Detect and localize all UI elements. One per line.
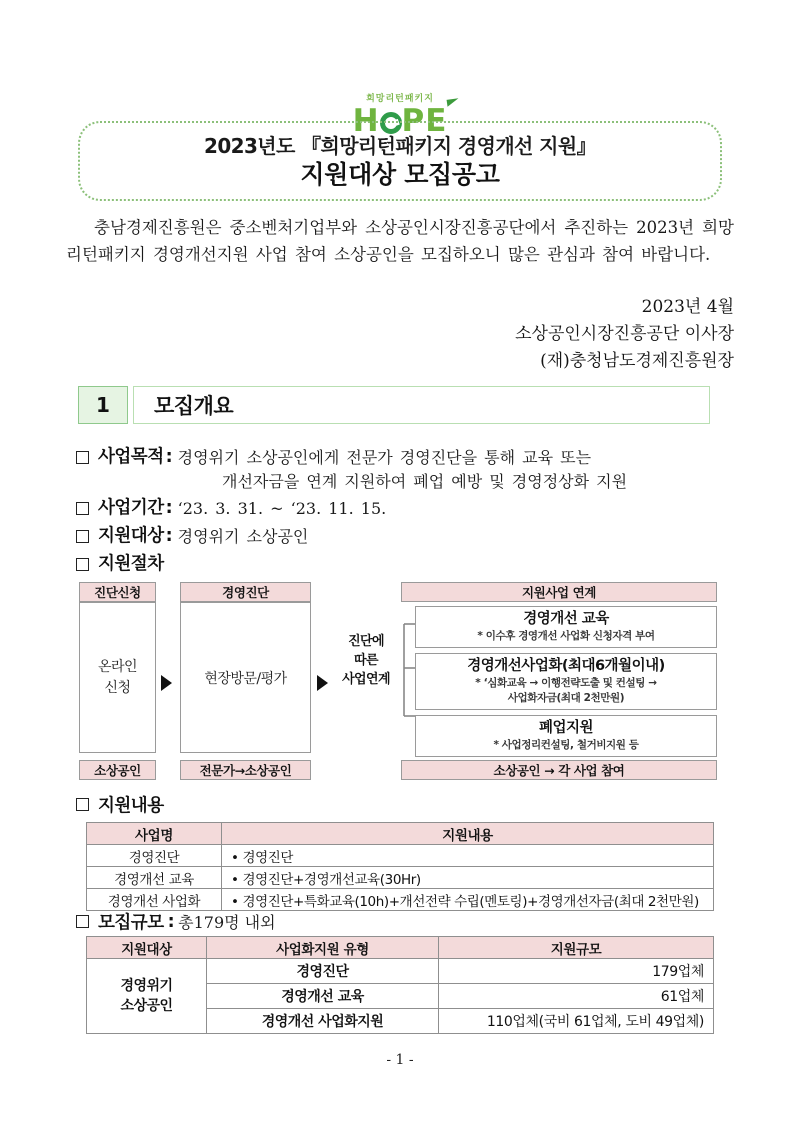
square-bullet-icon	[76, 915, 89, 928]
branch-box-education	[415, 606, 717, 648]
bullet-label: 사업목적	[98, 447, 164, 467]
flow-center-label	[335, 629, 397, 691]
recruitment-scale-heading	[76, 909, 276, 934]
scale-colon: :	[167, 911, 175, 932]
section-header	[78, 386, 710, 424]
flow-body-line-1: 온라인	[97, 658, 138, 675]
flow-body-line-2: 신청	[104, 679, 131, 696]
flow-foot-3: 소상공인 → 각 사업 참여	[401, 760, 717, 780]
branch-title: 경영개선 교육	[523, 611, 609, 627]
square-bullet-icon	[76, 558, 89, 571]
table-row	[87, 889, 714, 911]
support-content-table	[86, 822, 714, 911]
bullet-value-line2: 개선자금을 연계 지원하여 폐업 예방 및 경영정상화 지원	[222, 472, 628, 491]
center-label-line-2: 따른	[354, 652, 378, 668]
support-heading-text: 지원내용	[98, 796, 164, 816]
cell-type: 경영개선 교육	[207, 984, 439, 1009]
bullet-label: 지원절차	[98, 554, 164, 574]
branch-note: * 사업정리컨설팅, 철거비지원 등	[493, 739, 639, 751]
bullet-label: 지원대상	[98, 526, 164, 546]
flow-step-application	[79, 582, 156, 753]
intro-paragraph: 충남경제진흥원은 중소벤처기업부와 소상공인시장진흥공단에서 추진하는 2023년 희망리턴패키지 경영개선지원 사업 참여 소상공인을 모집하오니 많은 관심과 참여 바랍니다.	[66, 218, 734, 264]
branch-box-closure-support	[415, 715, 717, 757]
flow-footer-row	[79, 760, 717, 780]
cell-name: 경영진단	[87, 845, 222, 867]
target-line-1: 경영위기	[120, 978, 173, 994]
bullet-item-purpose	[76, 444, 736, 471]
logo-letter-h: H	[352, 103, 380, 139]
branch-connector-lines	[401, 606, 416, 734]
table-row	[87, 867, 714, 889]
flow-foot-1: 소상공인	[79, 760, 156, 780]
signature-org-1: 소상공인시장진흥공단 이사장	[515, 324, 734, 344]
target-line-2: 소상공인	[120, 998, 173, 1014]
col-header-target: 지원대상	[87, 937, 207, 959]
signature-org-2: (재)충청남도경제진흥원장	[540, 351, 734, 371]
support-content-heading	[76, 792, 164, 817]
cell-name: 경영개선 사업화	[87, 889, 222, 911]
cell-target	[87, 959, 207, 1034]
table-header-row	[87, 823, 714, 845]
center-label-line-1: 진단에	[348, 633, 384, 649]
recruitment-scale-table	[86, 936, 714, 1034]
signature-block	[314, 294, 734, 375]
triangle-right-icon	[161, 675, 172, 691]
title-box	[78, 121, 722, 201]
bullet-colon: :	[165, 498, 173, 518]
cell-type: 경영개선 사업화지원	[207, 1009, 439, 1034]
page-number: - 1 -	[386, 1052, 414, 1068]
flow-caption: 경영진단	[180, 582, 311, 602]
cell-size: 110업체(국비 61업체, 도비 49업체)	[439, 1009, 714, 1034]
table-row	[87, 845, 714, 867]
branch-box-list	[415, 606, 717, 762]
bullet-colon: :	[165, 526, 173, 546]
leaf-icon	[447, 98, 460, 107]
flow-step-linkage	[401, 582, 717, 602]
col-header-desc: 지원내용	[222, 823, 714, 845]
process-flow-diagram	[79, 582, 717, 782]
bullet-colon: :	[165, 447, 173, 467]
branch-title: 폐업지원	[538, 720, 594, 736]
square-bullet-icon	[76, 451, 89, 464]
signature-date: 2023년 4월	[641, 297, 734, 317]
bullet-value: 경영위기 소상공인	[177, 527, 309, 546]
section-title: 모집개요	[133, 386, 710, 424]
bullet-value: 경영위기 소상공인에게 전문가 경영진단을 통해 교육 또는	[177, 448, 592, 467]
square-bullet-icon	[76, 530, 89, 543]
flow-body: 현장방문/평가	[180, 602, 311, 753]
branch-note: * 이수후 경영개선 사업화 신청자격 부여	[477, 630, 655, 642]
flow-body	[79, 602, 156, 753]
branch-box-commercialization	[415, 653, 717, 710]
col-header-type: 사업화지원 유형	[207, 937, 439, 959]
logo-letters-pe: PE	[401, 103, 448, 139]
bullet-value: ‘23. 3. 31. ~ ‘23. 11. 15.	[177, 499, 387, 518]
section-number: 1	[78, 386, 128, 424]
cell-desc: • 경영진단	[222, 845, 714, 867]
branch-title: 경영개선사업화(최대6개월이내)	[467, 658, 665, 674]
cell-type: 경영진단	[207, 959, 439, 984]
bullet-list	[76, 444, 736, 579]
cell-desc: • 경영진단+경영개선교육(30Hr)	[222, 867, 714, 889]
flow-caption: 진단신청	[79, 582, 156, 602]
logo-subtitle: 희망리턴패키지	[366, 94, 434, 104]
scale-value: 총179명 내외	[178, 913, 276, 932]
branch-note-line-2: 사업화자금(최대 2천만원)	[507, 692, 625, 704]
col-header-name: 사업명	[87, 823, 222, 845]
square-bullet-icon	[76, 502, 89, 515]
bullet-label: 사업기간	[98, 498, 164, 518]
title-line-2: 지원대상 모집공고	[300, 159, 500, 189]
bullet-item-procedure	[76, 551, 736, 578]
col-header-size: 지원규모	[439, 937, 714, 959]
flow-caption: 지원사업 연계	[401, 582, 717, 602]
scale-heading-text: 모집규모	[98, 913, 164, 933]
cell-size: 61업체	[439, 984, 714, 1009]
bullet-item-period	[76, 495, 736, 522]
flow-arrow-2	[317, 675, 328, 691]
flow-step-diagnosis	[180, 582, 311, 753]
center-label-line-3: 사업연계	[342, 671, 390, 687]
bullet-item-target	[76, 523, 736, 550]
cell-size: 179업체	[439, 959, 714, 984]
table-row	[87, 959, 714, 984]
flow-foot-2: 전문가→소상공인	[180, 760, 311, 780]
flow-arrow-1	[161, 675, 172, 691]
branch-note: * ‘심화교육 → 이행전략도출 및 컨설팅 →	[475, 677, 657, 689]
square-bullet-icon	[76, 798, 89, 811]
triangle-right-icon	[317, 675, 328, 691]
cell-name: 경영개선 교육	[87, 867, 222, 889]
table-header-row	[87, 937, 714, 959]
title-line-1: 2023년도 『희망리턴패키지 경영개선 지원』	[204, 133, 596, 158]
cell-desc: • 경영진단+특화교육(10h)+개선전략 수립(멘토링)+경영개선자금(최대 2천만원)	[222, 889, 714, 911]
